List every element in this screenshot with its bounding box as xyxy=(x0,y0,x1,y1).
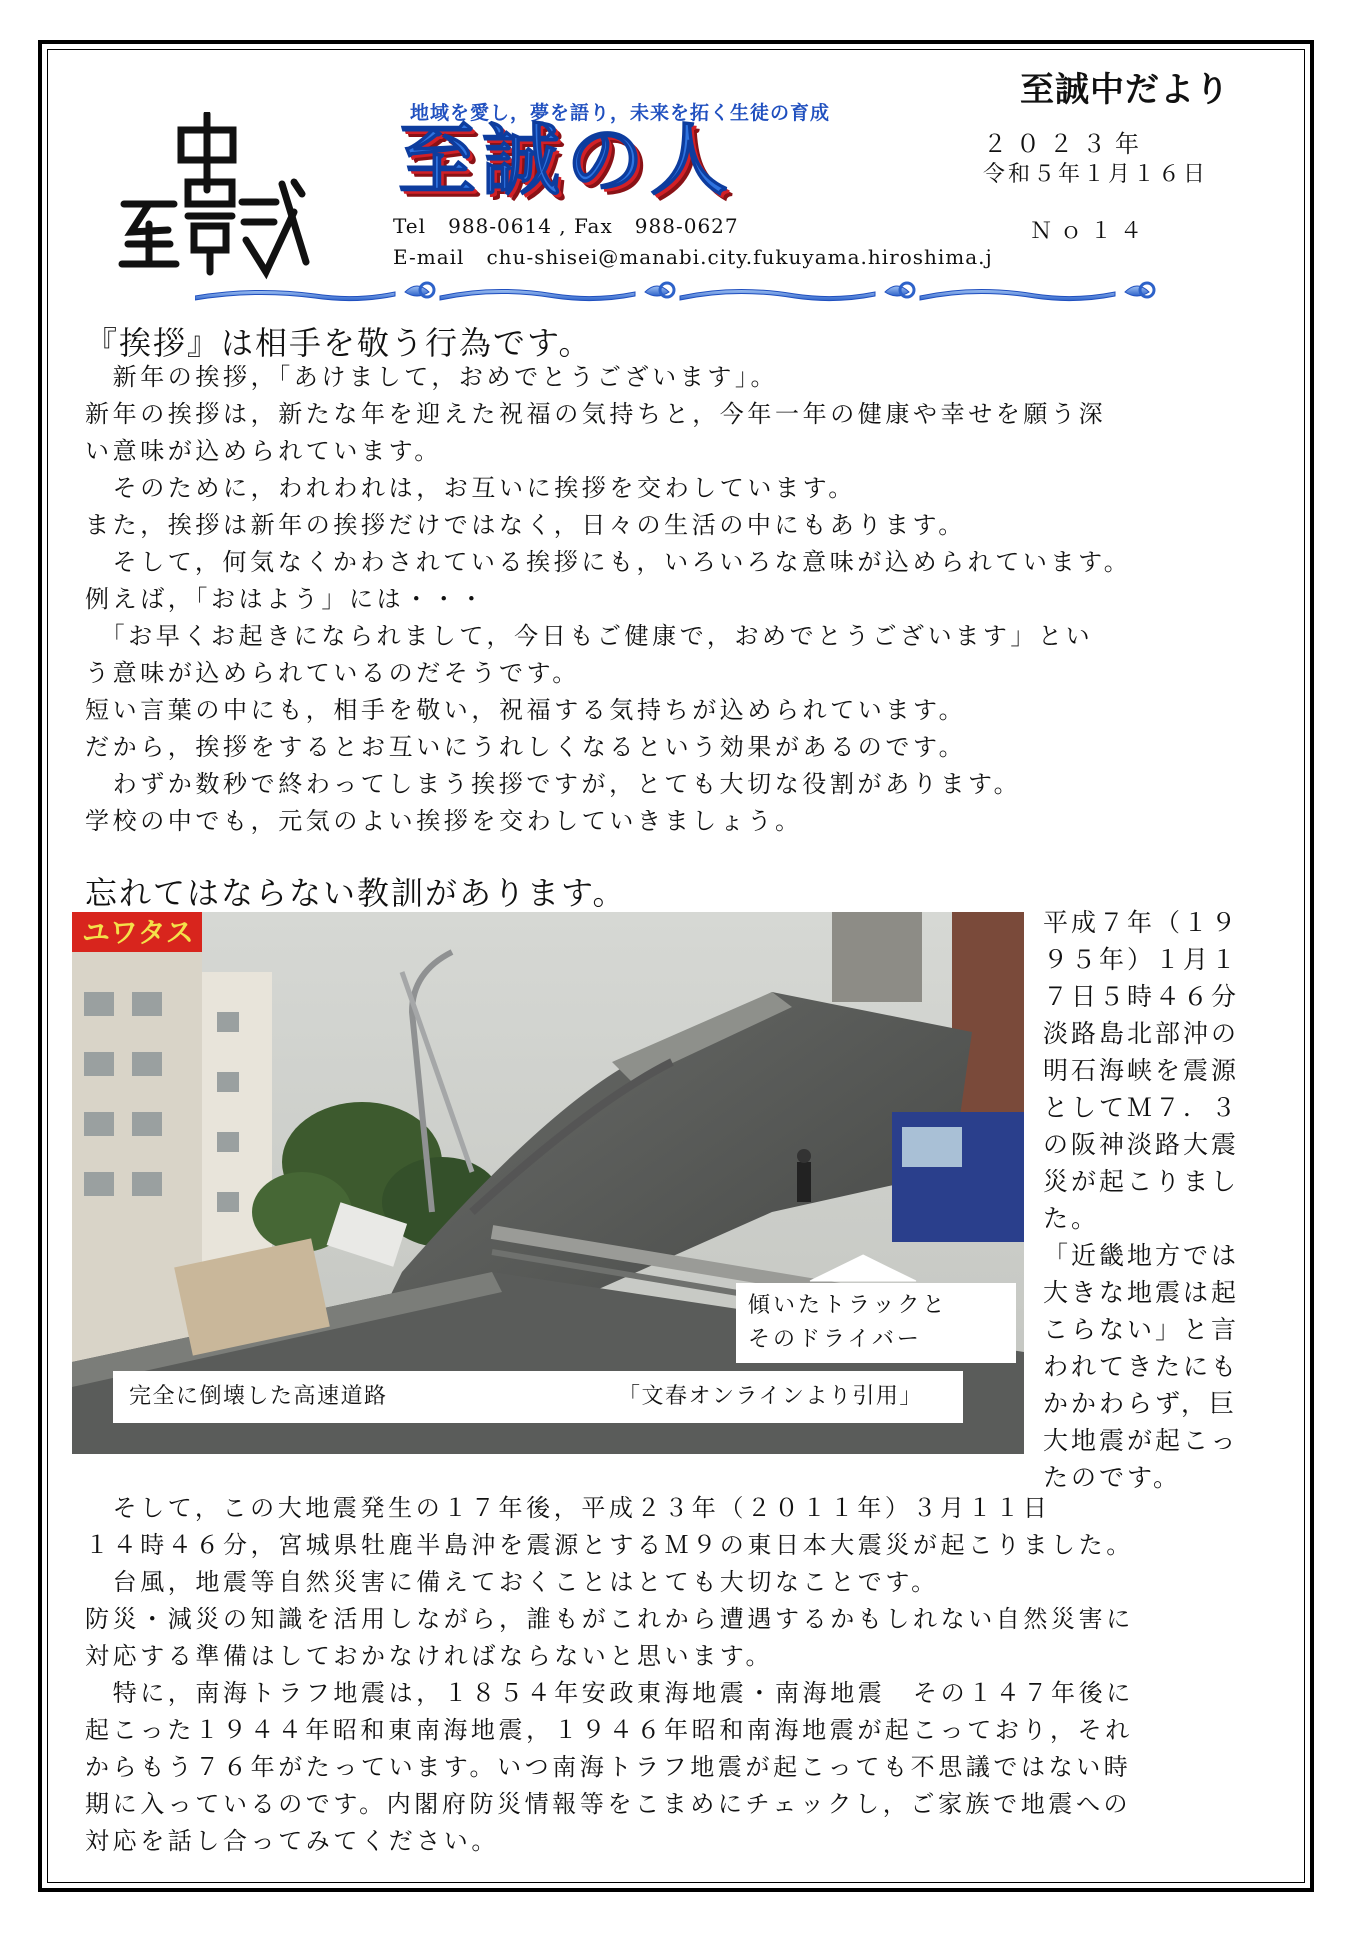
paragraph-line: う意味が込められているのだそうです。 xyxy=(85,659,580,687)
paragraph-line: 起こった１９４４年昭和東南海地震，１９４６年昭和南海地震が起こっており，それ xyxy=(85,1716,1133,1744)
photo-caption-truck xyxy=(736,1283,1016,1363)
school-logo-icon xyxy=(116,112,316,282)
paragraph-line: 新年の挨拶，「あけまして，おめでとうございます」。 xyxy=(85,363,779,391)
side-paragraph-line: ７日５時４６分 xyxy=(1043,982,1240,1011)
photo-caption-source: 「文春オンラインより引用」 xyxy=(618,1384,923,1409)
side-paragraph-line: 大きな地震は起 xyxy=(1043,1278,1240,1307)
section-body-lesson xyxy=(85,1490,1295,1860)
side-paragraph-line: ９５年）１月１ xyxy=(1043,945,1240,974)
building-sign-text: ユワタス xyxy=(82,916,194,949)
side-column-text xyxy=(1043,904,1273,1496)
side-paragraph-line: 「近畿地方では xyxy=(1043,1241,1240,1270)
paragraph-line: そして，何気なくかわされている挨拶にも，いろいろな意味が込められています。 xyxy=(85,548,1132,576)
paragraph-line: 短い言葉の中にも，相手を敬い，祝福する気持ちが込められています。 xyxy=(85,696,967,724)
paragraph-line: そのために，われわれは，お互いに挨拶を交わしています。 xyxy=(85,474,856,502)
masthead-title: 至誠の人 xyxy=(398,116,735,206)
side-paragraph-line: としてＭ７．３ xyxy=(1043,1093,1240,1122)
side-paragraph-line: 淡路島北部沖の xyxy=(1043,1019,1240,1048)
paragraph-line: また，挨拶は新年の挨拶だけではなく，日々の生活の中にもあります。 xyxy=(85,511,966,539)
side-paragraph-line: 災が起こりまし xyxy=(1043,1167,1240,1196)
side-paragraph-line: こらない」と言 xyxy=(1043,1315,1240,1344)
issue-number: Ｎｏ１４ xyxy=(1030,219,1151,244)
issue-year: ２０２３年 xyxy=(983,130,1148,158)
slogan: 地域を愛し，夢を語り，未来を拓く生徒の育成 xyxy=(410,102,831,124)
paragraph-line: 台風，地震等自然災害に備えておくことはとても大切なことです。 xyxy=(85,1568,939,1596)
side-paragraph-line: 平成７年（１９ xyxy=(1043,908,1240,937)
section-title-greeting: 『挨拶』は相手を敬う行為です。 xyxy=(85,324,593,362)
contact-tel-fax: Tel 988-0614 , Fax 988-0627 xyxy=(393,214,739,238)
paragraph-line: い意味が込められています。 xyxy=(85,437,442,465)
side-paragraph-line: 大地震が起こっ xyxy=(1043,1426,1239,1455)
paragraph-line: １４時４６分，宮城県牡鹿半島沖を震源とするＭ９の東日本大震災が起こりました。 xyxy=(85,1531,1134,1559)
paragraph-line: そして，この大地震発生の１７年後，平成２３年（２０１１年）３月１１日 xyxy=(85,1494,1051,1522)
contact-email: E-mail chu-shisei@manabi.city.fukuyama.hiroshima.j xyxy=(393,245,993,269)
section-title-lesson: 忘れてはならない教訓があります。 xyxy=(85,874,627,912)
paragraph-line: だから，挨拶をするとお互いにうれしくなるという効果があるのです。 xyxy=(85,733,967,761)
photo-caption-bar xyxy=(113,1371,963,1423)
paragraph-line: 「お早くお起きになられまして，今日もご健康で，おめでとうございます」とい xyxy=(85,622,1094,650)
arrow-up-icon xyxy=(808,1253,918,1283)
side-paragraph-line: われてきたにも xyxy=(1043,1352,1240,1381)
side-paragraph-line: かかわらず，巨 xyxy=(1043,1389,1238,1418)
paragraph-line: 防災・減災の知識を活用しながら，誰もがこれから遭遇するかもしれない自然災害に xyxy=(85,1605,1134,1633)
side-paragraph-line: たのです。 xyxy=(1043,1463,1182,1492)
paragraph-line: からもう７６年がたっています。いつ南海トラフ地震が起こっても不思議ではない時 xyxy=(85,1753,1132,1781)
paragraph-line: 対応する準備はしておかなければならないと思います。 xyxy=(85,1642,774,1670)
paragraph-line: 学校の中でも，元気のよい挨拶を交わしていきましょう。 xyxy=(85,807,803,835)
paragraph-line: 例えば，「おはよう」には・・・ xyxy=(85,585,487,613)
side-paragraph-line: た。 xyxy=(1043,1204,1100,1233)
paragraph-line: 特に，南海トラフ地震は，１８５４年安政東海地震・南海地震 その１４７年後に xyxy=(85,1679,1134,1707)
paragraph-line: 対応を話し合ってみてください。 xyxy=(85,1827,499,1855)
wave-divider-icon xyxy=(195,278,1170,306)
paragraph-line: 新年の挨拶は，新たな年を迎えた祝福の気持ちと，今年一年の健康や幸せを願う深 xyxy=(85,400,1107,428)
paragraph-line: わずか数秒で終わってしまう挨拶ですが，とても大切な役割があります。 xyxy=(85,770,1022,798)
paragraph-line: 期に入っているのです。内閣府防災情報等をこまめにチェックし，ご家族で地震への xyxy=(85,1790,1132,1818)
side-paragraph-line: 明石海峡を震源 xyxy=(1043,1056,1240,1085)
photo-caption-main: 完全に倒壊した高速道路 xyxy=(129,1384,388,1409)
newsletter-name: 至誠中だより xyxy=(1020,70,1230,110)
issue-date: 令和５年１月１６日 xyxy=(983,162,1209,187)
photo-caption-truck-line: そのドライバー xyxy=(748,1327,922,1352)
side-paragraph-line: の阪神淡路大震 xyxy=(1043,1130,1240,1159)
photo-caption-truck-line: 傾いたトラックと xyxy=(748,1293,948,1318)
section-body-greeting xyxy=(85,359,1295,840)
